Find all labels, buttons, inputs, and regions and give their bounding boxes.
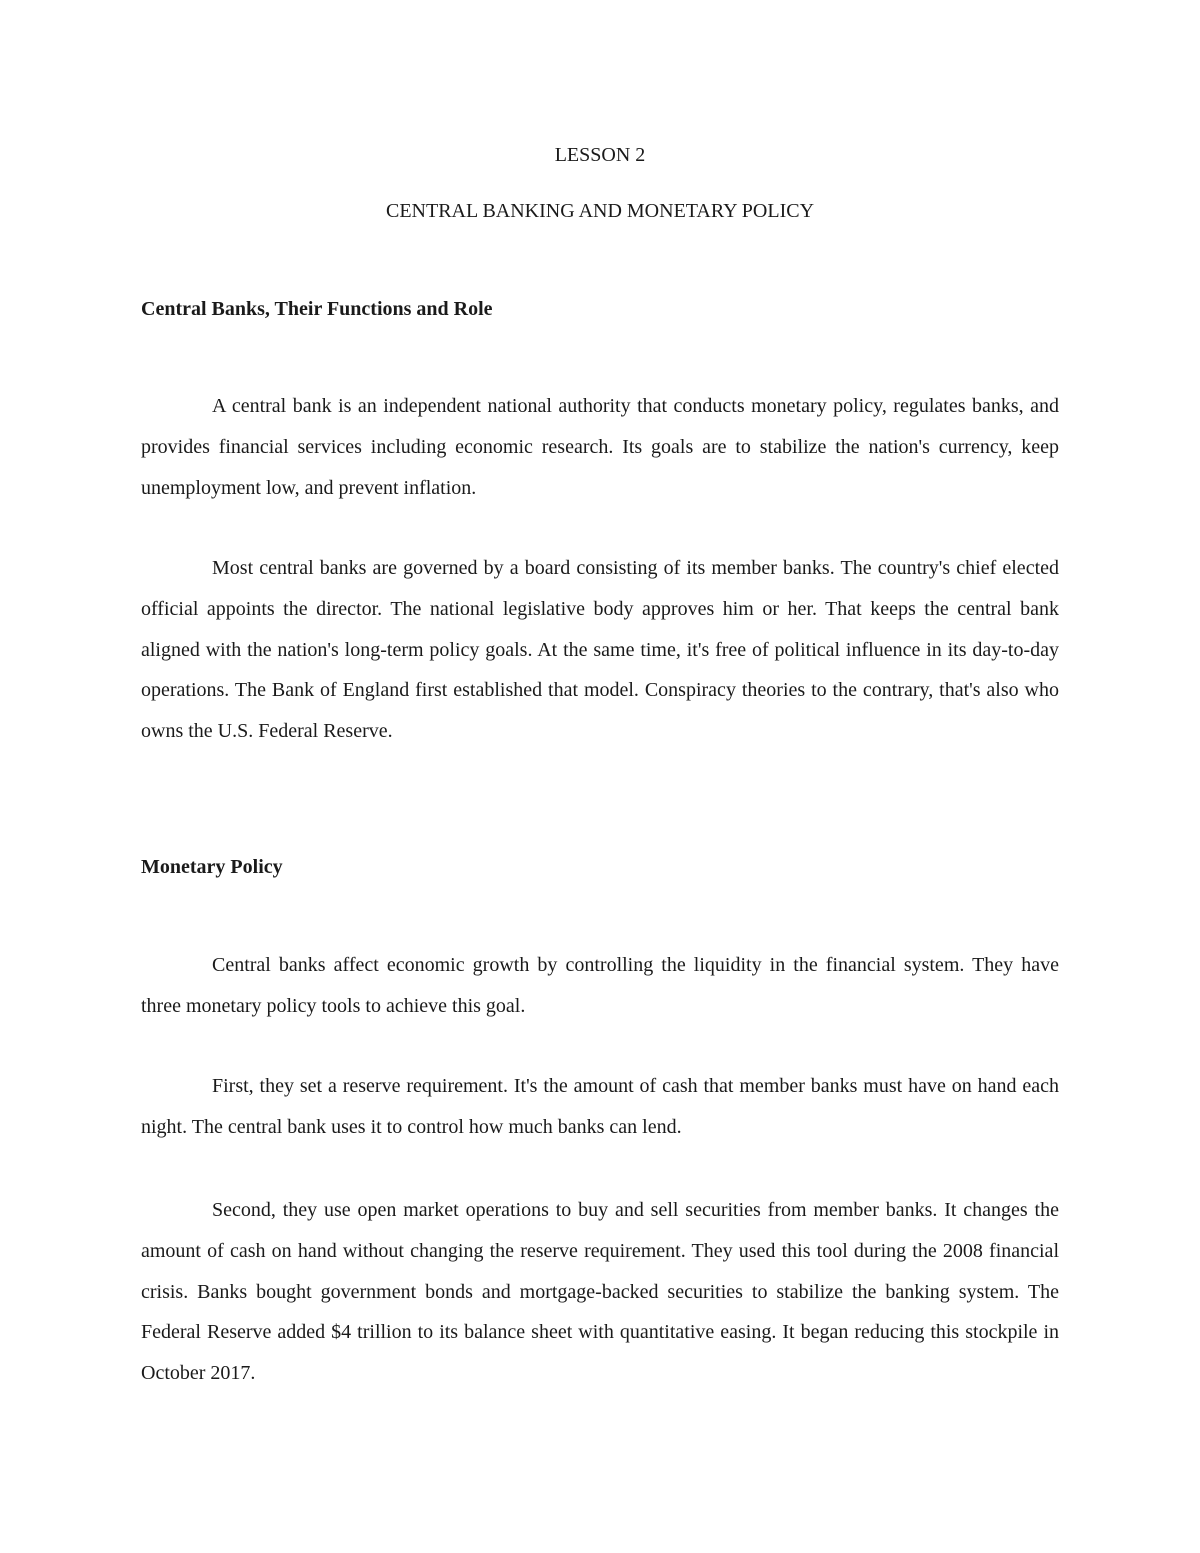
document-title: CENTRAL BANKING AND MONETARY POLICY (385, 200, 815, 222)
paragraph-open-market-operations: Second, they use open market operations to buy and sell securities from member banks. It changes the amount of cash on hand without changing the reserve requirement. They used this tool during the 2008 financial crisis. Banks bought government bonds and mortgage-backed securities to stabilize the banking system. The Federal Reserve added $4 trillion to its balance sheet with quantitative easing. It began reducing this stockpile in October 2017. (141, 1199, 1059, 1385)
section-heading-monetary-policy: Monetary Policy (141, 856, 283, 878)
paragraph-monetary-policy-intro: Central banks affect economic growth by controlling the liquidity in the financial system. They have three monetary policy tools to achieve this goal. (141, 954, 1059, 1017)
paragraph-central-bank-governance: Most central banks are governed by a board consisting of its member banks. The country's chief elected official appoints the director. The national legislative body approves him or her. That keeps the central bank aligned with the nation's long-term policy goals. At the same time, it's free of political influence in its day-to-day operations. The Bank of England first established that model. Conspiracy theories to the contrary, that's also who owns the U.S. Federal Reserve. (141, 557, 1059, 743)
paragraph-reserve-requirement: First, they set a reserve requirement. It's the amount of cash that member banks must have on hand each night. The central bank uses it to control how much banks can lend. (141, 1075, 1059, 1138)
lesson-label: LESSON 2 (554, 144, 646, 166)
paragraph-central-bank-definition: A central bank is an independent national authority that conducts monetary policy, regulates banks, and provides financial services including economic research. Its goals are to stabilize the nation's currency, keep unemployment low, and prevent inflation. (141, 395, 1059, 499)
section-heading-central-banks: Central Banks, Their Functions and Role (141, 298, 493, 320)
